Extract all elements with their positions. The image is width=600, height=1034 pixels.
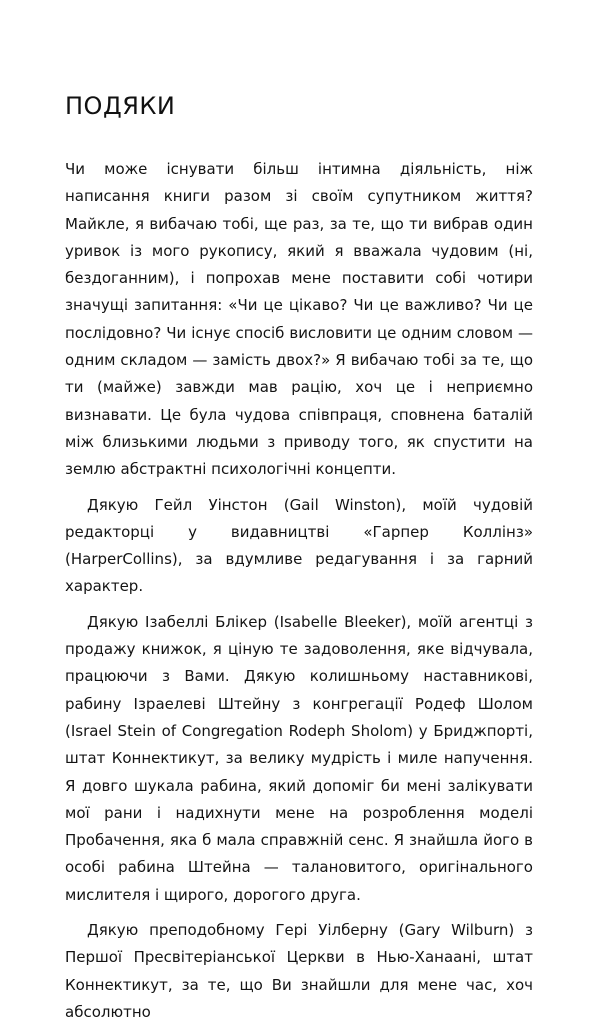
paragraph-2: Дякую Гейл Уінстон (Gail Winston), моїй чудовій редакторці у видавництві «Гарпер Коллінз» (HarperCollins), за вдумливе редагування і за гарний характер. (65, 495, 533, 596)
acknowledgements-body (65, 156, 533, 1034)
paragraph-3: Дякую Ізабеллі Блікер (Isabelle Bleeker), моїй агентці з продажу книжок, я ціную те задоволення, яке відчувала, працюючи з Вами. Дякую колишньому наставникові, рабину Ізраелеві Штейну з конгрегації Родеф Шолом (Israel Stein of Congregation Rodeph Sholom) у Бриджпорті, штат Коннектикут, за велику мудрість і миле напучення. Я довго шукала рабина, який допоміг би мені залікувати мої рани і надихнути мене на розроблення моделі Пробачення, яка б мала справжній сенс. Я знайшла його в особі рабина Штейна — талановитого, оригінального мислителя і щирого, дорогого друга. (65, 612, 533, 904)
paragraph-4: Дякую преподобному Гері Уілберну (Gary Wilburn) з Першої Пресвітеріанської Церкви в Нью-Ханаані, штат Коннектикут, за те, що Ви знайшли для мене час, хоч абсолютно (65, 921, 533, 1021)
chapter-heading: ПОДЯКИ (65, 92, 176, 120)
paragraph-1: Чи може існувати більш інтимна діяльність, ніж написання книги разом зі своїм супутником життя? Майкле, я вибачаю тобі, ще раз, за те, що ти вибрав один уривок із мого рукопису, який я вважала чудовим (ні, бездоганним), і попрохав мене поставити собі чотири значущі запитання: «Чи це цікаво? Чи це важливо? Чи це послідовно? Чи існує спосіб висловити це одним словом — одним складом — замість двох?» Я вибачаю тобі за те, що ти (майже) завжди мав рацію, хоч це і неприємно визнавати. Це була чудова співпраця, сповнена баталій між близькими людьми з приводу того, як спустити на землю абстрактні психологічні концепти. (65, 160, 533, 479)
